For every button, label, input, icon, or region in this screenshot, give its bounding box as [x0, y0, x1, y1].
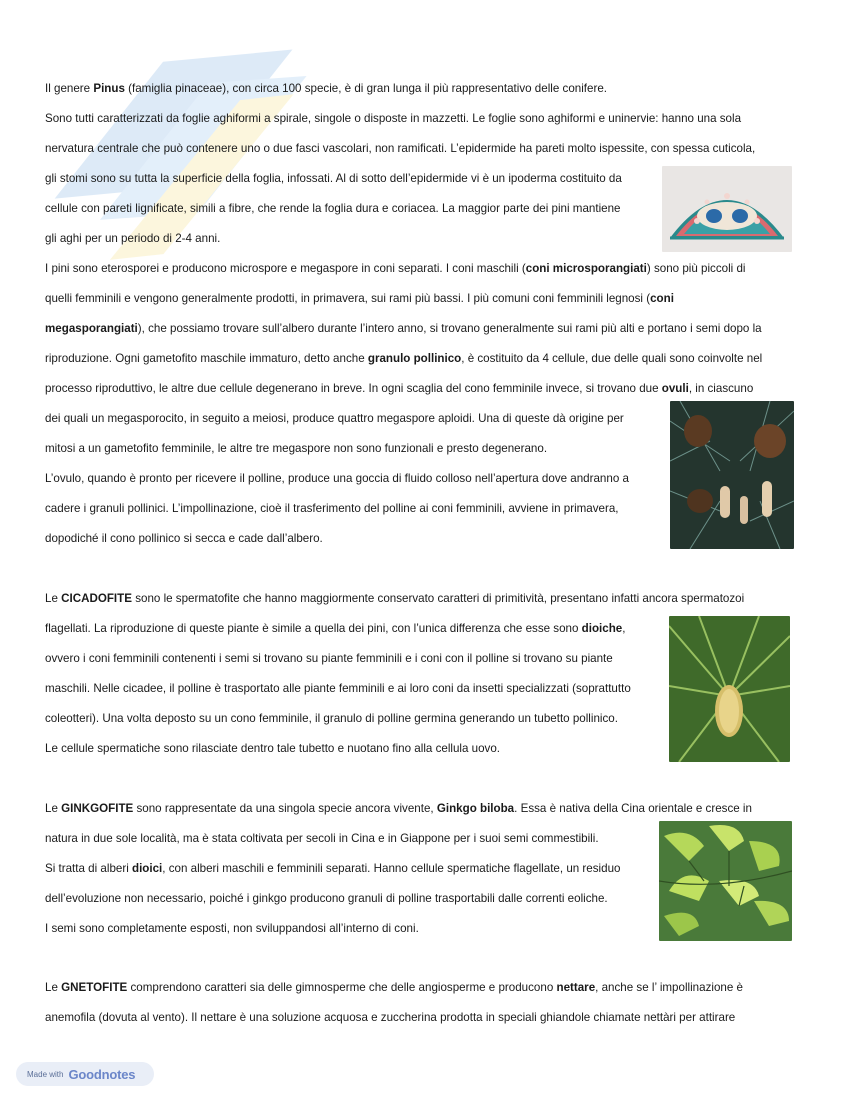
- pinus-line-5: cellule con pareti lignificate, simili a fibre, che rende la foglia dura e coriacea. La maggior parte dei pini mantiene: [45, 202, 621, 215]
- pinus-line-9: megasporangiati), che possiamo trovare sull’albero durante l’intero anno, si trovano generalmente sui rami più alti e portano i semi dopo la: [45, 322, 762, 335]
- pine-cones-image: [670, 401, 794, 549]
- pinus-line-8: quelli femminili e vengono generalmente prodotti, in primavera, sui rami più bassi. I più comuni coni femminili legnosi (coni: [45, 292, 674, 305]
- badge-made-with: Made with: [27, 1069, 64, 1079]
- cycad-cone-image: [669, 616, 790, 762]
- pinus-line-2: Sono tutti caratterizzati da foglie aghiformi a spirale, singole o disposte in mazzetti. Le foglie sono aghiformi e uninervie: hanno una sola: [45, 112, 742, 125]
- ginkgofite-line-3: Si tratta di alberi dioici, con alberi maschili e femminili separati. Hanno cellule spermatiche flagellate, un residuo: [45, 862, 621, 875]
- pinus-line-6: gli aghi per un periodo di 2-4 anni.: [45, 232, 221, 245]
- ginkgofite-line-1: Le GINKGOFITE sono rappresentate da una singola specie ancora vivente, Ginkgo biloba. Essa è nativa della Cina orientale e cresce in: [45, 802, 752, 815]
- pinus-line-10: riproduzione. Ogni gametofito maschile immaturo, detto anche granulo pollinico, è costituito da 4 cellule, due delle quali sono coinvolte nel: [45, 352, 763, 365]
- pinus-line-14: L’ovulo, quando è pronto per ricevere il polline, produce una goccia di fluido colloso nell’apertura dove andranno a: [45, 472, 629, 485]
- pinus-line-13: mitosi a un gametofito femminile, le altre tre megaspore non sono funzionali e presto degenerano.: [45, 442, 548, 455]
- ginkgo-leaves-image: [659, 821, 792, 941]
- goodnotes-badge: [16, 1062, 154, 1086]
- pinus-line-15: cadere i granuli pollinici. L’impollinazione, cioè il trasferimento del polline ai coni femminili, avviene in primavera,: [45, 502, 619, 515]
- cicadofite-line-3: ovvero i coni femminili contenenti i semi si trovano su piante femminili e i coni con il polline si trovano su piante: [45, 652, 613, 665]
- pinus-line-7: I pini sono eterosporei e producono microspore e megaspore in coni separati. I coni maschili (coni microsporangiati) sono più piccoli di: [45, 262, 746, 275]
- badge-goodnotes: Goodnotes: [68, 1066, 136, 1082]
- pinus-line-12: dei quali un megasporocito, in seguito a meiosi, produce quattro megaspore aploidi. Una di queste dà origine per: [45, 412, 624, 425]
- cicadofite-line-6: Le cellule spermatiche sono rilasciate dentro tale tubetto e nuotano fino alla cellula uovo.: [45, 742, 501, 755]
- pinus-line-1: Il genere Pinus (famiglia pinaceae), con circa 100 specie, è di gran lunga il più rappresentativo delle conifere.: [45, 82, 607, 95]
- cicadofite-line-2: flagellati. La riproduzione di queste piante è simile a quella dei pini, con l’unica differenza che esse sono dioiche,: [45, 622, 626, 635]
- gnetofite-line-2: anemofila (dovuta al vento). Il nettare è una soluzione acquosa e zuccherina prodotta in speciali ghiandole chiamate nettàri per attirare: [45, 1011, 736, 1024]
- pinus-line-16: dopodiché il cono pollinico si secca e cade dall’albero.: [45, 532, 323, 545]
- pinus-line-11: processo riproduttivo, le altre due cellule degenerano in breve. In ogni scaglia del cono femminile invece, si trovano due ovuli, in ciascuno: [45, 382, 754, 395]
- cicadofite-line-1: Le CICADOFITE sono le spermatofite che hanno maggiormente conservato caratteri di primitività, presentano infatti ancora spermatozoi: [45, 592, 745, 605]
- ginkgofite-line-4: dell’evoluzione non necessario, poiché i ginkgo producono granuli di polline trasportabili dalle correnti eoliche.: [45, 892, 608, 905]
- pine-needle-cross-section-image: [662, 166, 792, 252]
- cicadofite-line-4: maschili. Nelle cicadee, il polline è trasportato alle piante femminili e ai loro coni da insetti specializzati (soprattutto: [45, 682, 631, 695]
- ginkgofite-line-5: I semi sono completamente esposti, non sviluppandosi all’interno di coni.: [45, 922, 419, 935]
- cicadofite-line-5: coleotteri). Una volta deposto su un cono femminile, il granulo di polline germina generando un tubetto pollinico.: [45, 712, 618, 725]
- ginkgofite-line-2: natura in due sole località, ma è stata coltivata per secoli in Cina e in Giappone per i suoi semi commestibili.: [45, 832, 599, 845]
- pinus-line-4: gli stomi sono su tutta la superficie della foglia, infossati. Al di sotto dell’epidermide vi è un ipoderma costituito da: [45, 172, 622, 185]
- gnetofite-line-1: Le GNETOFITE comprendono caratteri sia delle gimnosperme che delle angiosperme e producono nettare, anche se l’ impollinazione è: [45, 981, 743, 994]
- pinus-line-3: nervatura centrale che può contenere uno o due fasci vascolari, non ramificati. L’epidermide ha pareti molto ispessite, con spessa cuticola,: [45, 142, 756, 155]
